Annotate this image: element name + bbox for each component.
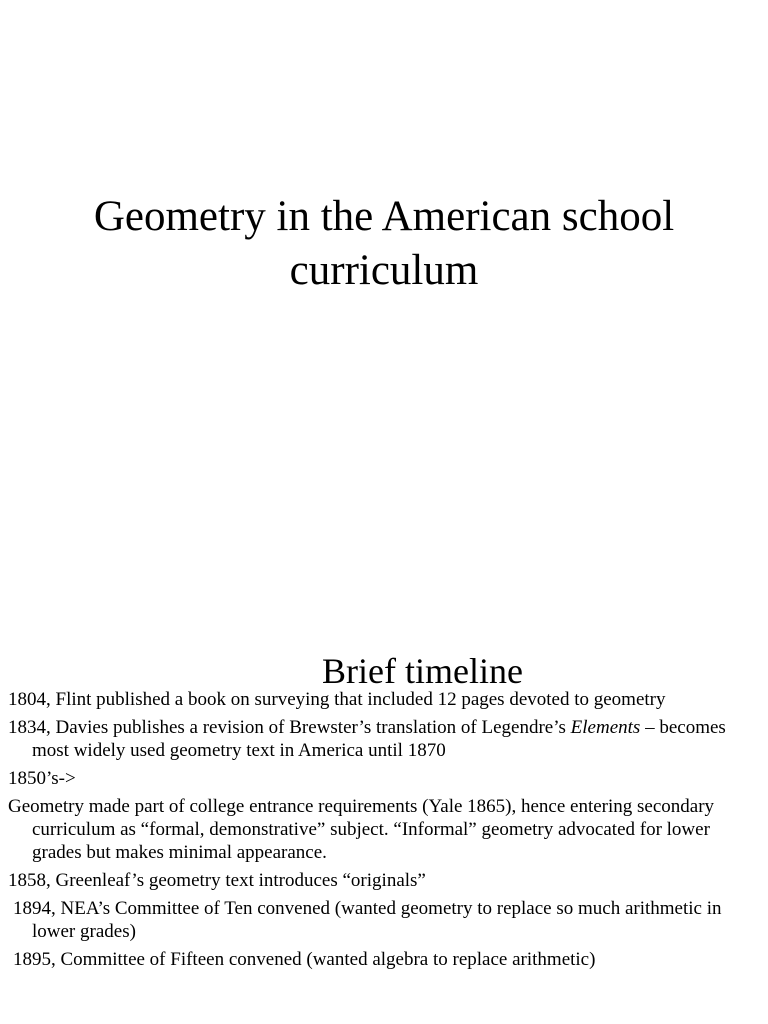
timeline-item-1804: 1804, Flint published a book on surveying that included 12 pages devoted to geometry xyxy=(8,689,666,710)
slide-title xyxy=(0,190,768,298)
timeline-item-1834 xyxy=(8,716,763,762)
timeline-item-1894 xyxy=(8,897,763,943)
timeline-item-1894-text: 1894, NEA’s Committee of Ten convened (wanted geometry to replace so much arithmetic in lower grades) xyxy=(13,898,722,942)
timeline-item-college-entrance: Geometry made part of college entrance requirements (Yale 1865), hence entering secondary curriculum as “formal, demonstrative” subject. “Informal” geometry advocated for lower grades but makes minimal appearance. xyxy=(8,796,715,863)
slide-title-line-1: Geometry in the American school xyxy=(93,193,675,240)
timeline-item-1850s: 1850’s-> xyxy=(8,768,76,789)
timeline-heading: Brief timeline xyxy=(322,651,523,691)
slide-title-line-2: curriculum xyxy=(289,247,479,294)
timeline-list xyxy=(8,688,763,976)
timeline-item-1834-text: 1834, Davies publishes a revision of Brewster’s translation of Legendre’s xyxy=(8,717,571,738)
timeline-item-1895-text: 1895, Committee of Fifteen convened (wanted algebra to replace arithmetic) xyxy=(13,949,596,970)
timeline-item-1834-continuation: – becomes most widely used geometry text in America until 1870 xyxy=(32,717,726,761)
timeline-item-1858: 1858, Greenleaf’s geometry text introduces “originals” xyxy=(8,870,426,891)
timeline-item-1895 xyxy=(8,948,763,971)
elements-title: Elements xyxy=(570,717,641,738)
